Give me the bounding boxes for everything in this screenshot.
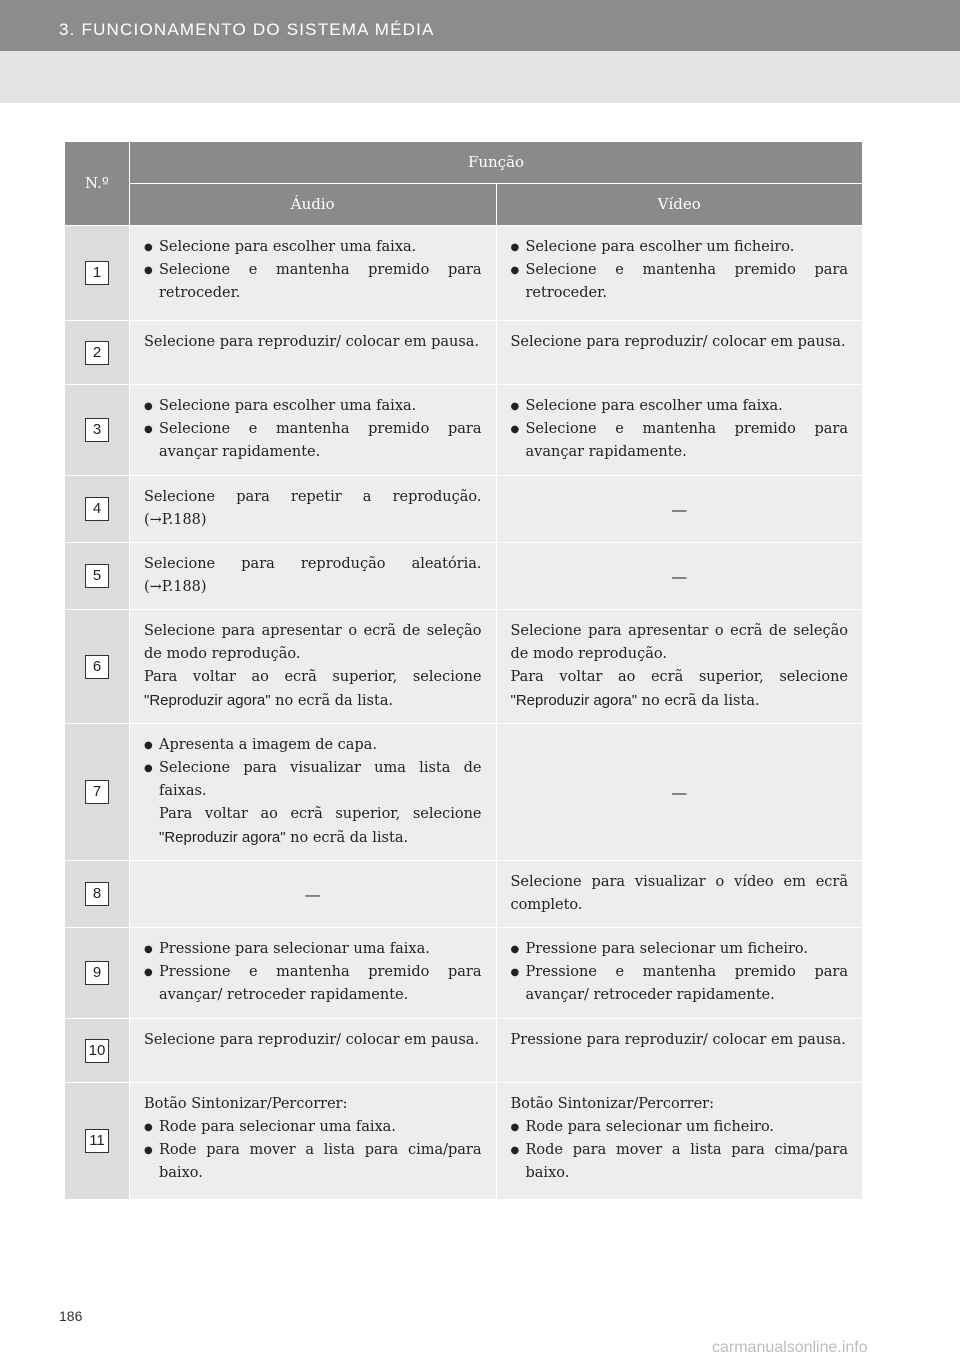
bullet-item: ● Selecione para escolher uma faixa. xyxy=(144,395,482,418)
audio-cell xyxy=(130,226,497,321)
bullet-item xyxy=(144,757,482,850)
header-bar xyxy=(0,0,960,51)
audio-cell xyxy=(130,1083,497,1200)
table-row xyxy=(65,1083,863,1200)
row-number-badge: 7 xyxy=(85,780,109,804)
row-number-badge: 10 xyxy=(85,1039,109,1063)
audio-cell xyxy=(130,928,497,1019)
audio-cell xyxy=(130,610,497,724)
table-row xyxy=(65,385,863,476)
audio-cell: Selecione para reprodução aleatória. (→P.188) xyxy=(130,543,497,610)
cell-text: no ecrã da lista. xyxy=(285,830,409,846)
video-cell xyxy=(496,385,863,476)
cell-text: Selecione para visualizar uma lista de faixas. xyxy=(159,760,482,799)
bullet-item: ● Selecione para escolher uma faixa. xyxy=(511,395,849,418)
video-cell xyxy=(496,610,863,724)
row-number-badge: 9 xyxy=(85,961,109,985)
table-row xyxy=(65,861,863,928)
audio-cell: Selecione para repetir a reprodução. (→P.188) xyxy=(130,476,497,543)
section-title: 3. FUNCIONAMENTO DO SISTEMA MÉDIA xyxy=(59,20,435,39)
col-header-video: Vídeo xyxy=(496,184,863,226)
bullet-item: ● Selecione e mantenha premido para avançar rapidamente. xyxy=(511,418,849,464)
table-row xyxy=(65,226,863,321)
table-row xyxy=(65,1019,863,1083)
table-row xyxy=(65,476,863,543)
audio-cell-empty: — xyxy=(130,861,497,928)
audio-cell: Selecione para reproduzir/ colocar em pausa. xyxy=(130,321,497,385)
video-cell xyxy=(496,928,863,1019)
cell-text: Botão Sintonizar/Percorrer: xyxy=(510,1096,714,1112)
cell-text: Para voltar ao ecrã superior, selecione xyxy=(510,669,848,685)
cell-text: no ecrã da lista. xyxy=(270,693,394,709)
row-number-badge: 8 xyxy=(85,882,109,906)
bullet-item: ● Rode para selecionar um ficheiro. xyxy=(511,1116,849,1139)
bullet-item: ● Selecione para escolher um ficheiro. xyxy=(511,236,849,259)
table-row xyxy=(65,321,863,385)
row-number-badge: 2 xyxy=(85,341,109,365)
page-number: 186 xyxy=(59,1308,83,1324)
function-table xyxy=(64,141,863,1200)
table-row xyxy=(65,610,863,724)
audio-cell: Selecione para reproduzir/ colocar em pausa. xyxy=(130,1019,497,1083)
video-cell: Pressione para reproduzir/ colocar em pausa. xyxy=(496,1019,863,1083)
video-cell-empty: — xyxy=(496,476,863,543)
col-header-funcao: Função xyxy=(130,142,863,184)
video-cell-empty: — xyxy=(496,724,863,861)
table-row xyxy=(65,724,863,861)
header-band xyxy=(0,51,960,103)
bullet-item: ● Pressione e mantenha premido para avançar/ retroceder rapidamente. xyxy=(144,961,482,1007)
bullet-item: ● Selecione para escolher uma faixa. xyxy=(144,236,482,259)
bullet-item: ● Apresenta a imagem de capa. xyxy=(144,734,482,757)
video-cell-empty: — xyxy=(496,543,863,610)
bullet-item: ● Pressione e mantenha premido para avançar/ retroceder rapidamente. xyxy=(511,961,849,1007)
bullet-item: ● Selecione e mantenha premido para retroceder. xyxy=(144,259,482,305)
cell-text: Selecione para apresentar o ecrã de seleção de modo reprodução. xyxy=(510,623,848,662)
row-number-badge: 6 xyxy=(85,655,109,679)
video-cell: Selecione para visualizar o vídeo em ecrã completo. xyxy=(496,861,863,928)
watermark: carmanualsonline.info xyxy=(712,1339,868,1356)
bullet-item: ● Rode para mover a lista para cima/para baixo. xyxy=(144,1139,482,1185)
row-number-badge: 5 xyxy=(85,564,109,588)
video-cell xyxy=(496,1083,863,1200)
audio-cell xyxy=(130,385,497,476)
bullet-item: ● Rode para selecionar uma faixa. xyxy=(144,1116,482,1139)
cell-text: no ecrã da lista. xyxy=(637,693,760,709)
cell-text: Para voltar ao ecrã superior, selecione xyxy=(159,806,482,822)
reproduzir-agora-label: "Reproduzir agora" xyxy=(510,692,638,709)
table-row xyxy=(65,928,863,1019)
video-cell: Selecione para reproduzir/ colocar em pausa. xyxy=(496,321,863,385)
cell-text: Botão Sintonizar/Percorrer: xyxy=(144,1096,348,1112)
cell-text: Selecione para apresentar o ecrã de seleção de modo reprodução. xyxy=(144,623,482,662)
bullet-item: ● Selecione e mantenha premido para avançar rapidamente. xyxy=(144,418,482,464)
row-number-badge: 11 xyxy=(85,1129,109,1153)
bullet-item: ● Pressione para selecionar uma faixa. xyxy=(144,938,482,961)
row-number-badge: 3 xyxy=(85,418,109,442)
cell-text: Para voltar ao ecrã superior, selecione xyxy=(144,669,482,685)
table-row xyxy=(65,543,863,610)
bullet-item: ● Pressione para selecionar um ficheiro. xyxy=(511,938,849,961)
audio-cell xyxy=(130,724,497,861)
bullet-item: ● Rode para mover a lista para cima/para baixo. xyxy=(511,1139,849,1185)
col-header-audio: Áudio xyxy=(130,184,497,226)
video-cell xyxy=(496,226,863,321)
reproduzir-agora-label: "Reproduzir agora" xyxy=(159,829,286,846)
reproduzir-agora-label: "Reproduzir agora" xyxy=(144,692,271,709)
row-number-badge: 1 xyxy=(85,261,109,285)
col-header-no: N.º xyxy=(65,142,130,226)
bullet-item: ● Selecione e mantenha premido para retroceder. xyxy=(511,259,849,305)
row-number-badge: 4 xyxy=(85,497,109,521)
